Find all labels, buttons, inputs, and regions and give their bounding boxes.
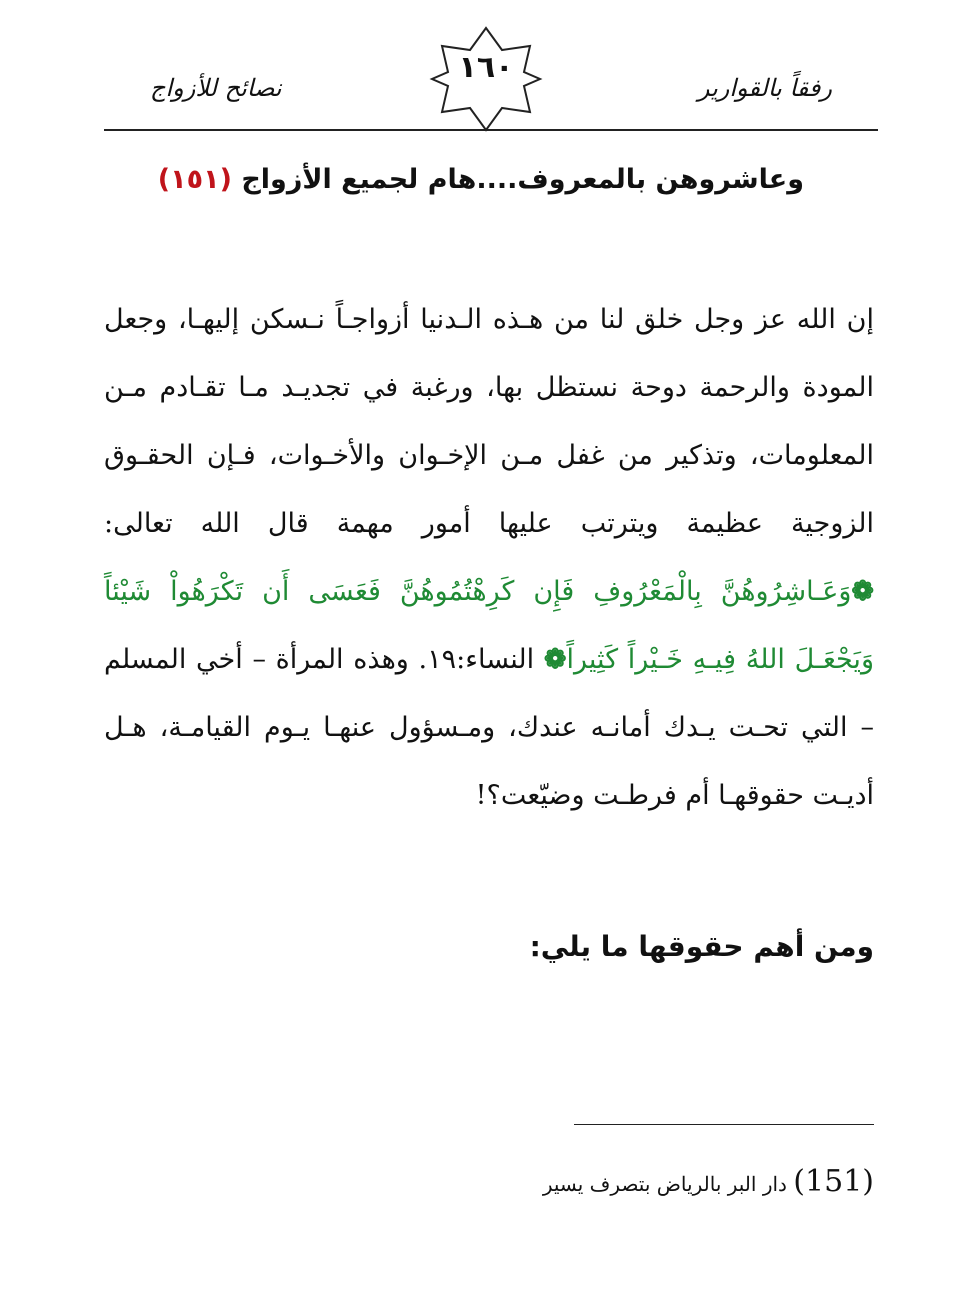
footnote-number: (151) — [793, 1164, 874, 1199]
header-divider — [104, 129, 878, 131]
section-title-text: وعاشروهن بالمعروف....هام لجميع الأزواج — [241, 164, 804, 195]
quran-verse: وَعَـاشِرُوهُنَّ بِالْمَعْرُوفِ فَإِن كَرِهْتُمُوهُنَّ فَعَسَى أَن تَكْرَهُواْ شَيْئاً وَيَجْعَـلَ اللهُ فِيـهِ خَـيْراً كَثِيراً — [104, 576, 874, 675]
section-title-reference: (١٥١) — [157, 164, 232, 195]
footnote — [404, 1164, 874, 1199]
page-number: ١٦٠ — [458, 50, 514, 85]
verse-open-bracket: ❁ — [851, 576, 874, 607]
footnote-text: دار البر بالرياض بتصرف يسير — [542, 1172, 794, 1196]
footnote-divider — [574, 1124, 874, 1125]
header-book-title-left: نصائح للأزواج — [150, 74, 282, 102]
section-title — [104, 164, 804, 195]
subsection-heading: ومن أهم حقوقها ما يلي: — [529, 930, 874, 963]
verse-close-bracket: ❁ — [543, 644, 567, 675]
header-book-title-right: رفقاً بالقوارير — [697, 74, 832, 102]
body-text-part2: النساء:١٩. وهذه المرأة – أخي المسلم – التي تحـت يـدك أمانـه عندك، ومـسؤول عنهـا يـوم القيامـة، هـل أديـت حقوقهـا أم فرطـت وضيّعت؟! — [104, 644, 874, 811]
body-text-part1: إن الله عز وجل خلق لنا من هـذه الـدنيا أزواجـاً نـسكن إليهـا، وجعل المودة والرحمة دوحة نستظل بها، ورغبة في تجديـد مـا تقـادم مـن المعلومات، وتذكير من غفل مـن الإخـوان والأخـوات، فـإن الحقـوق الزوجية عظيمة ويترتب عليها أمور مهمة قال الله تعالى: — [104, 304, 874, 539]
body-paragraph — [104, 286, 874, 830]
